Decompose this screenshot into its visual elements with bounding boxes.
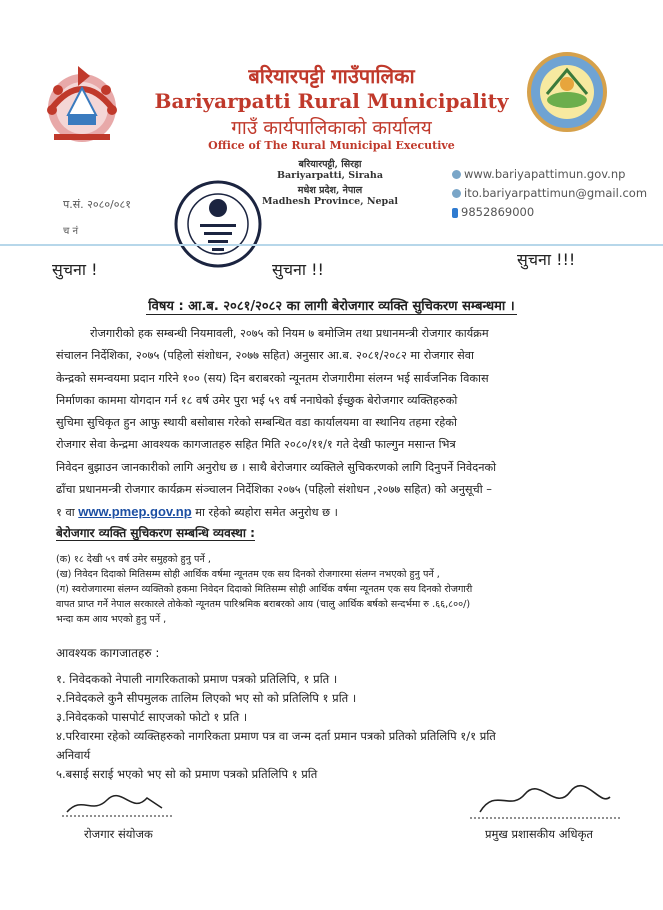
reference-number: प.सं. २०८०/०८१ xyxy=(63,198,131,211)
arrangement-item: (ख) निवेदन दिदाको मितिसम्म सोही आर्थिक वर्षमा न्यूनतम एक सय दिनको रोजगारमा संलग्न नभएको हुनु पर्ने , xyxy=(56,569,440,580)
notice-label-1: सुचना ! xyxy=(52,260,98,279)
phone-contact xyxy=(452,205,534,219)
address-line: बरियारपट्टी, सिरहा xyxy=(298,159,362,170)
right-signature xyxy=(470,782,620,822)
body-line: रोजगार सेवा केन्द्रमा आवश्यक कागजातहरु सहित मिति २०८०/११/१ गते देखी फाल्गुन मसान्त भित्र xyxy=(56,438,456,452)
office-stamp xyxy=(170,178,266,270)
dispatch-number: च नं xyxy=(63,226,79,237)
documents-list xyxy=(56,670,496,784)
body-last-pre: १ वा xyxy=(56,506,79,520)
arrangement-item: (क) १८ देखी ५९ वर्ष उमेर समुहको हुनु पर्ने , xyxy=(56,554,211,565)
document-item: ४.परिवारमा रहेको व्यक्तिहरुको नागरिकता प्रमाण पत्र वा जन्म दर्ता प्रमान पत्रको प्रतिको प्रतिलिपि १/१ प्रति xyxy=(56,729,496,743)
document-item: अनिवार्य xyxy=(56,748,91,762)
office-name-nepali: गाउँ कार्यपालिकाको कार्यालय xyxy=(231,117,432,139)
subject-line xyxy=(0,296,663,314)
pmep-link[interactable]: www.pmep.gov.np xyxy=(78,504,192,520)
mail-icon xyxy=(452,189,461,198)
documents-heading: आवश्यक कागजातहरु : xyxy=(56,646,160,660)
document-item: ५.बसाई सराई भएको भए सो को प्रमाण पत्रको प्रतिलिपि १ प्रति xyxy=(56,767,318,781)
body-last-post: मा रहेको ब्यहोरा समेत अनुरोध छ । xyxy=(191,506,338,520)
body-line: संचालन निर्देशिका, २०७५ (पहिलो संशोधन, २०७७ सहित) अनुसार आ.ब. २०८१/२०८२ मा रोजगार सेवा xyxy=(56,349,474,363)
address-line: Bariyarpatti, Siraha xyxy=(277,170,383,181)
email-text[interactable]: ito.bariyarpattimun@gmail.com xyxy=(464,186,648,200)
office-name-english: Office of The Rural Municipal Executive xyxy=(208,139,455,152)
body-paragraph xyxy=(56,323,616,525)
body-line: सुचिमा सुचिकृत हुन आफु स्थायी बसोबास गरेको सम्बन्धित वडा कार्यालयमा वा स्थानिय तहमा रहेको xyxy=(56,416,457,430)
phone-text: 9852869000 xyxy=(461,205,535,219)
website-text[interactable]: www.bariyapattimun.gov.np xyxy=(464,167,626,181)
left-signature xyxy=(62,790,172,820)
document-item: १. निवेदकको नेपाली नागरिकताको प्रमाण पत्रको प्रतिलिपि, १ प्रति । xyxy=(56,672,338,686)
subject-text: विषय : आ.ब. २०८१/२०८२ का लागी बेरोजगार व्यक्ति सुचिकरण सम्बन्धमा । xyxy=(148,299,515,314)
notice-label-3: सुचना !!! xyxy=(517,250,576,269)
arrangement-item: वापत प्राप्त गर्ने नेपाल सरकारले तोकेको न्यूनतम पारिश्रमिक बराबरको आय (चालु आर्थिक बर्षको सन्दर्भमा रु .६६,८००/) xyxy=(56,599,471,610)
document-item: ३.निवेदकको पासपोर्ट साएजको फोटो १ प्रति । xyxy=(56,710,248,724)
globe-icon xyxy=(452,170,461,179)
body-line: केन्द्रको समन्वयमा प्रदान गरिने १०० (सय) दिन बराबरको न्यूनतम रोजगारीमा संलग्न भई सार्वजनिक विकास xyxy=(56,371,489,385)
body-line: निर्माणका काममा योगदान गर्न १८ वर्ष उमेर पुरा भई ५९ वर्ष ननाघेको ईच्छुक बेरोजगार व्यक्तिहरुको xyxy=(56,393,458,407)
address-line: मधेश प्रदेश, नेपाल xyxy=(297,185,363,196)
header-divider xyxy=(0,244,663,246)
body-last-line xyxy=(56,501,616,524)
left-signatory-title: रोजगार संयोजक xyxy=(84,827,153,841)
address-line: Madhesh Province, Nepal xyxy=(262,196,398,207)
arrangement-heading-text: बेरोजगार व्यक्ति सुचिकरण सम्बन्धि व्यवस्था : xyxy=(56,526,255,540)
arrangement-item: (ग) स्वरोजगारमा संलग्न व्यक्तिको हकमा निवेदन दिदाको मितिसम्म सोही आर्थिक वर्षमा न्यूनतम एक सय दिनको रोजगारी xyxy=(56,584,473,595)
body-line: निवेदन बुझाउन जानकारीको लागि अनुरोध छ । साथै बेरोजगार व्यक्तिले सुचिकरणको लागि दिनुपर्ने निवेदनको xyxy=(56,460,497,474)
municipality-name-nepali: बरियारपट्टी गाउँपालिका xyxy=(248,64,415,88)
municipality-name-english: Bariyarpatti Rural Municipality xyxy=(154,89,509,113)
body-line: रोजगारीको हक सम्बन्धी नियमावली, २०७५ को नियम ७ बमोजिम तथा प्रधानमन्त्री रोजगार कार्यक्रम xyxy=(90,327,489,340)
arrangement-list xyxy=(56,552,472,627)
arrangement-heading xyxy=(56,524,255,541)
right-signatory-title: प्रमुख प्रशासकीय अधिकृत xyxy=(485,827,593,841)
email-contact[interactable] xyxy=(452,186,647,200)
arrangement-item: भन्दा कम आय भएको हुनु पर्ने , xyxy=(56,614,167,625)
body-line: ढाँचा प्रधानमन्त्री रोजगार कार्यक्रम संञ्चालन निर्देशिका २०७५ (पहिलो संशोधन ,२०७७ सहित) को अनुसूची – xyxy=(56,483,492,497)
website-contact[interactable] xyxy=(452,167,625,181)
document-item: २.निवेदकले कुनै सीपमुलक तालिम लिएको भए सो को प्रतिलिपि १ प्रति । xyxy=(56,691,357,705)
notice-label-2: सुचना !! xyxy=(272,260,324,279)
phone-icon xyxy=(452,208,458,218)
